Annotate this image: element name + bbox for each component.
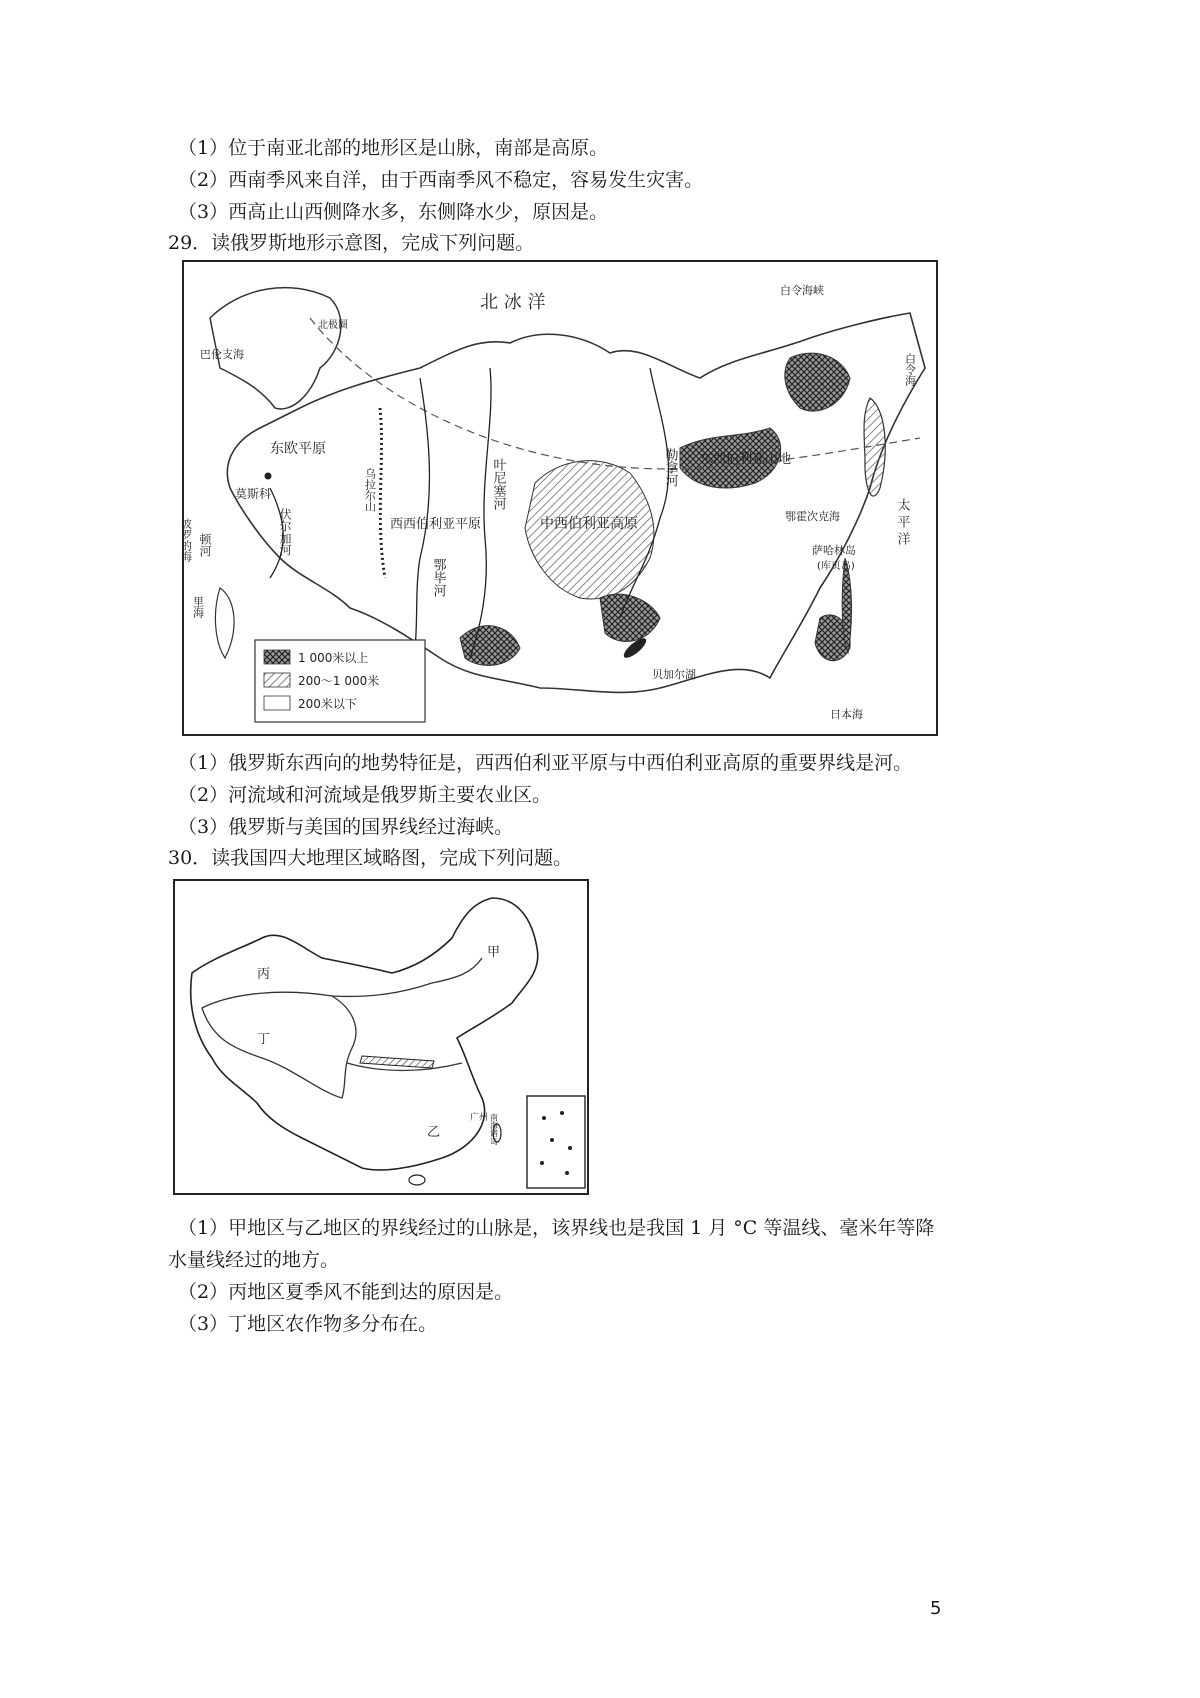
q30-sub2: （2）丙地区夏季风不能到达的原因是。: [178, 1281, 514, 1303]
russia-terrain-map: [180, 258, 940, 738]
q28-sub2: （2）西南季风来自洋，由于西南季风不稳定，容易发生灾害。: [178, 169, 704, 191]
page-number: 5: [930, 1598, 942, 1619]
label-moscow: 莫斯科: [235, 487, 272, 501]
label-don: 顿河: [198, 533, 212, 557]
moscow-dot: [265, 473, 272, 480]
q28-sub1: （1）位于南亚北部的地形区是山脉，南部是高原。: [178, 137, 609, 159]
south-sea-inset: [527, 1096, 585, 1188]
label-arctic-ocean: 北 冰 洋: [480, 292, 546, 313]
label-ding: 丁: [257, 1032, 271, 1047]
china-regions-map: [172, 878, 590, 1196]
legend-swatch-mid: [264, 673, 290, 687]
label-yenisei: 叶尼塞河: [490, 458, 506, 510]
q29-sub3: （3）俄罗斯与美国的国界线经过海峡。: [178, 816, 514, 838]
label-east-european-plain: 东欧平原: [270, 441, 326, 457]
q30-sub1-line1: （1）甲地区与乙地区的界线经过的山脉是，该界线也是我国 1 月 °C 等温线、毫米年等降: [178, 1217, 935, 1239]
legend-label-low: 200米以下: [298, 697, 357, 711]
q28-sub3: （3）西高止山西侧降水多，东侧降水少，原因是。: [178, 201, 609, 223]
q29-sub1: （1）俄罗斯东西向的地势特征是，西西伯利亚平原与中西伯利亚高原的重要界线是河。: [178, 752, 913, 774]
label-bering-sea: 白令海: [903, 353, 917, 386]
map-legend: [255, 640, 425, 722]
label-arctic-circle: 北极圈: [318, 320, 348, 331]
label-ob: 鄂毕河: [430, 558, 446, 597]
label-bering-strait: 白令海峡: [780, 284, 824, 297]
label-bing: 丙: [257, 967, 271, 982]
q29-sub2: （2）河流域和河流域是俄罗斯主要农业区。: [178, 784, 552, 806]
q30-sub3: （3）丁地区农作物多分布在。: [178, 1313, 438, 1335]
legend-label-mid: 200～1 000米: [298, 674, 380, 688]
label-yi: 乙: [427, 1125, 441, 1140]
q29-title: 29．读俄罗斯地形示意图，完成下列问题。: [168, 232, 535, 254]
legend-label-high: 1 000米以上: [298, 651, 369, 665]
legend-swatch-high: [264, 650, 290, 664]
label-sakhalin: 萨哈林岛: [812, 544, 856, 557]
hainan-island: [409, 1175, 425, 1185]
label-central-siberian-plateau: 中西伯利亚高原: [540, 516, 638, 532]
label-barents-sea: 巴伦支海: [200, 348, 244, 361]
label-volga: 伏尔加河: [278, 508, 292, 556]
legend-swatch-low: [264, 696, 290, 710]
label-sea-of-okhotsk: 鄂霍次克海: [785, 510, 840, 523]
label-sea-of-japan: 日本海: [830, 708, 863, 721]
label-ural: 乌拉尔山: [363, 468, 377, 512]
label-lena: 勒拿河: [662, 448, 678, 487]
label-guangzhou: 广州: [470, 1113, 489, 1123]
label-sakhalin-note: (库页岛): [817, 561, 855, 572]
q30-sub1-line2: 水量线经过的地方。: [168, 1249, 340, 1271]
q30-title: 30．读我国四大地理区域略图，完成下列问题。: [168, 847, 573, 869]
label-east-siberian-mts: 东西伯利亚山地: [700, 452, 792, 467]
label-jia: 甲: [487, 945, 501, 960]
label-pacific: 太 平 洋: [894, 498, 910, 546]
label-south-sea-islands: 南海诸岛: [489, 1113, 499, 1145]
label-baikal: 贝加尔湖: [652, 668, 696, 681]
label-west-siberian-plain: 西西伯利亚平原: [390, 517, 482, 532]
label-caspian: 里海: [191, 596, 205, 618]
label-baltic-sea: 波罗的海: [180, 518, 193, 562]
